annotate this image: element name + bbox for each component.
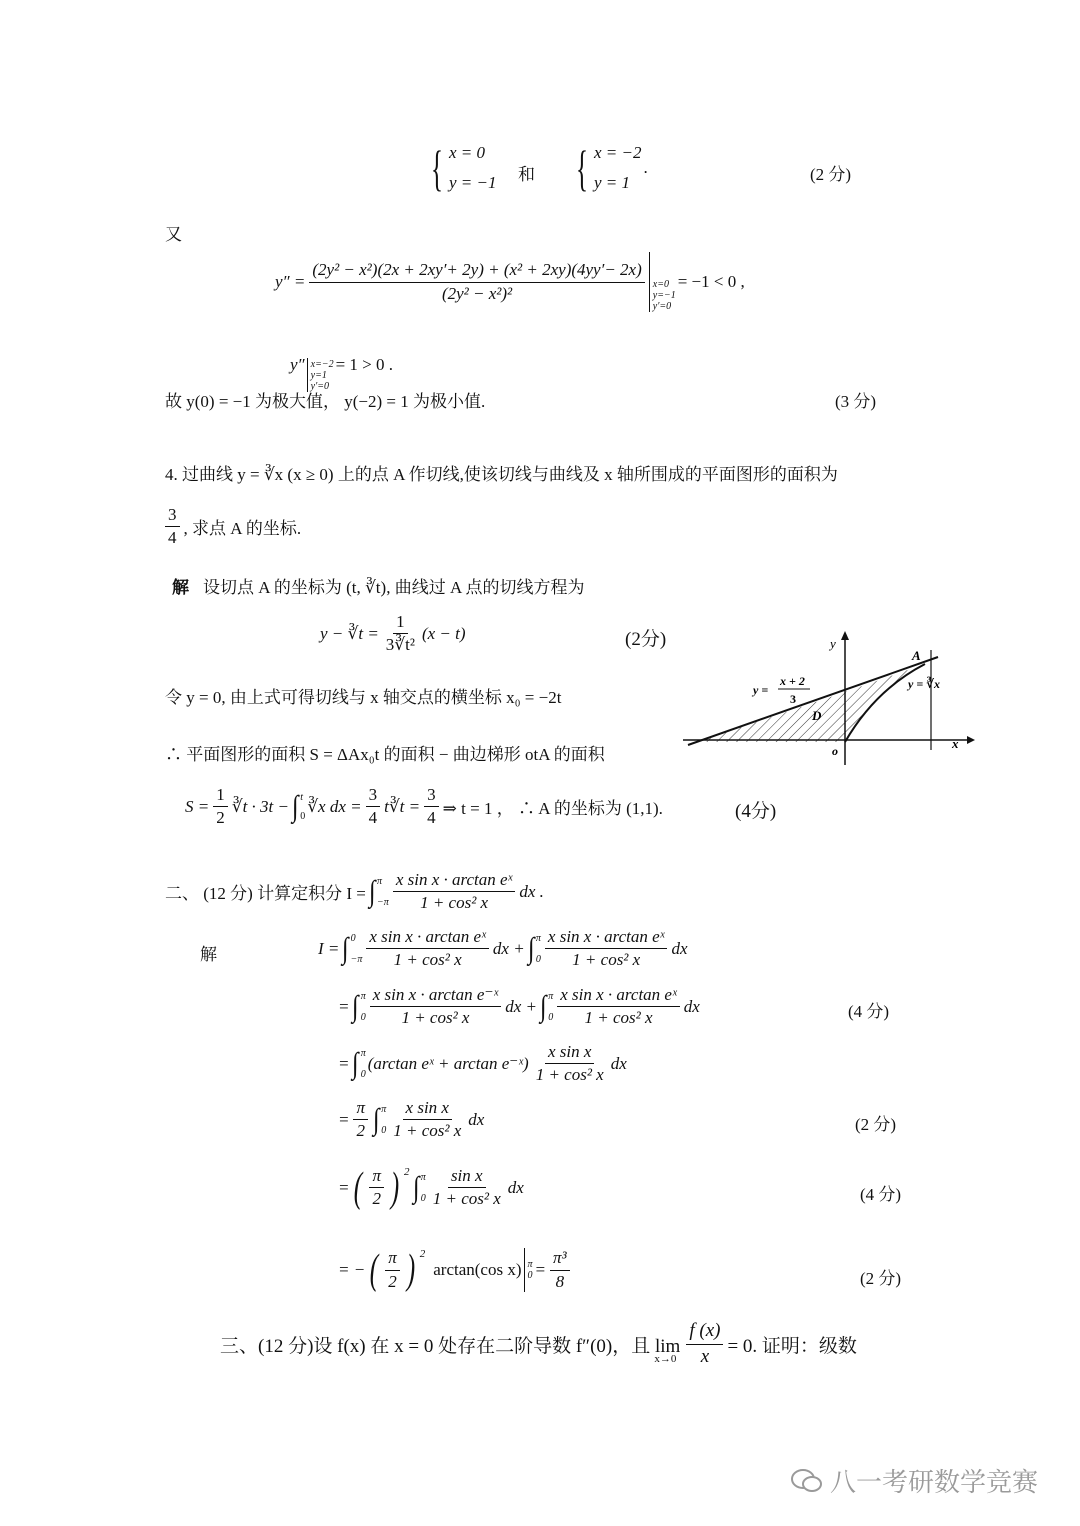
denominator: 4	[168, 528, 177, 548]
let-y-zero: 令 y = 0, 由上式可得切线与 x 轴交点的横坐标 x₀ = −2t	[165, 688, 562, 707]
lower-limit: 0	[360, 1068, 366, 1080]
integral-sign: ∫ π 0	[539, 989, 554, 1023]
solution-label: 解	[200, 945, 217, 964]
numerator: π	[385, 1248, 400, 1270]
numerator: x sin x · arctan eˣ	[545, 927, 668, 949]
score: (3 分)	[835, 392, 877, 411]
upper-limit: π	[381, 1103, 387, 1115]
equals: =	[534, 1260, 546, 1279]
text: 三、(12 分)设 f(x) 在 x = 0 处存在二阶导数 f″(0)，且 lim	[220, 1335, 681, 1357]
rhs: (x − t)	[421, 623, 466, 643]
lower-limit: 0	[535, 953, 541, 965]
upper-limit: π	[535, 932, 541, 944]
denominator: 2	[356, 1121, 365, 1141]
lower-limit: 0	[420, 1192, 426, 1204]
denominator: 2	[372, 1189, 381, 1209]
denominator: 1 + cos² x	[393, 1121, 462, 1141]
numerator: 3	[366, 785, 381, 807]
denominator: 1 + cos² x	[535, 1065, 604, 1085]
question-2	[165, 870, 544, 914]
cond: x=−2	[310, 359, 334, 370]
region-label: D	[812, 708, 822, 723]
lhs: y″ =	[275, 272, 306, 291]
tangent-area-figure	[670, 620, 980, 770]
numerator: f (x)	[686, 1320, 723, 1345]
integrand: ∛x dx =	[307, 796, 362, 816]
term: dx	[468, 1109, 485, 1129]
cond: y=1	[310, 370, 327, 381]
lhs: =	[338, 1177, 350, 1197]
numerator: (2y² − x²)(2x + 2xy′+ 2y) + (x² + 2xy)(4yy′− 2x)	[309, 260, 644, 282]
lhs: =	[338, 996, 350, 1016]
solution-2-line-1	[318, 927, 688, 971]
period: .	[643, 158, 648, 177]
numerator: 1	[213, 785, 228, 807]
integral-sign: ∫ 0 −π	[342, 931, 363, 965]
solution-cases-1: { x = 0 y = −1	[431, 140, 497, 196]
denominator: 1 + cos² x	[572, 950, 641, 970]
upper-limit: π	[360, 990, 366, 1002]
numerator: π³	[550, 1248, 570, 1270]
numerator: x sin x · arctan eˣ	[393, 870, 516, 892]
upper-limit: π	[527, 1259, 533, 1270]
conclusion: 故 y(0) = −1 为极大值， y(−2) = 1 为极小值.	[165, 392, 486, 411]
numerator: 3	[165, 505, 180, 527]
term: dx +	[505, 996, 537, 1016]
exponent: 2	[419, 1248, 426, 1260]
watermark-text: 八一考研数学竞赛	[830, 1468, 1039, 1498]
lhs: y − ∛t =	[320, 623, 379, 643]
question-3	[220, 1320, 857, 1369]
integral-sign: ∫ π 0	[352, 989, 366, 1023]
line-label-denominator: 3	[790, 692, 796, 706]
integral-sign: ∫ π −π	[368, 874, 389, 908]
lower-limit: 0	[360, 1011, 366, 1023]
term: dx	[610, 1053, 627, 1073]
term: t∛t =	[384, 796, 421, 816]
line-label: y =	[753, 683, 769, 697]
integral-sign: ∫ t 0	[291, 789, 306, 823]
denominator: 2	[216, 808, 225, 828]
case-y: y = 1	[594, 173, 631, 192]
upper-limit: π	[548, 990, 554, 1002]
integral-sign: ∫ π 0	[372, 1102, 387, 1136]
lhs: =	[338, 1109, 350, 1129]
upper-limit: π	[360, 1047, 366, 1059]
result: ⇒ t = 1 ， ∴ A 的坐标为 (1,1).	[442, 799, 663, 819]
area-computation	[185, 785, 663, 829]
question-4-cont	[163, 505, 301, 549]
score: (2 分)	[855, 1115, 897, 1134]
numerator: x sin x	[545, 1042, 594, 1064]
solution-4-intro	[172, 573, 585, 598]
lower-limit: 0	[381, 1124, 387, 1136]
denominator: 1 + cos² x	[432, 1189, 501, 1209]
term: arctan(cos x)	[433, 1260, 522, 1279]
numerator: x sin x · arctan eˣ	[557, 985, 680, 1007]
integral-sign: ∫ π 0	[527, 931, 541, 965]
denominator: 2	[388, 1271, 397, 1291]
wechat-icon	[790, 1467, 824, 1495]
text: 设切点 A 的坐标为 (t, ∛t), 曲线过 A 点的切线方程为	[203, 578, 585, 597]
denominator: x	[700, 1345, 710, 1367]
lower-limit: 0	[300, 810, 306, 822]
term: dx	[671, 938, 688, 958]
text: 二、 (12 分) 计算定积分 I =	[165, 884, 366, 904]
denominator: 4	[427, 808, 436, 828]
solution-2-line-6: = − ( $\frac{\pi}{2}$ ) $^2$ arctan(cos x) π 0 = $\frac{\text{π³}}{8}$	[338, 1248, 572, 1292]
denominator: 1 + cos² x	[584, 1008, 653, 1028]
solution-2-line-5: = ( $\frac{\pi}{2}$ ) $^2$ ∫ π 0 $\frac{\text{sin x}}{\text{1 + cos² x}}$ dx	[338, 1164, 524, 1211]
solution-cases-2: { x = −2 y = 1 .	[576, 140, 648, 196]
lhs: =	[338, 1053, 350, 1073]
lower-limit: −π	[377, 896, 389, 908]
cond: x=0	[652, 279, 669, 290]
term: dx	[507, 1177, 524, 1197]
denominator: 1 + cos² x	[393, 950, 462, 970]
denominator: 1 + cos² x	[401, 1008, 470, 1028]
score: (2分)	[625, 629, 667, 650]
rhs: = −1 < 0 ,	[677, 272, 745, 291]
integral-sign: ∫ π 0	[412, 1170, 426, 1204]
lhs: I =	[318, 938, 340, 958]
y-axis-arrow-icon	[841, 631, 849, 640]
term: (arctan eˣ + arctan e⁻ˣ)	[367, 1053, 529, 1073]
cond: y′=0	[310, 381, 330, 392]
score: (2 分)	[810, 165, 852, 184]
numerator: x sin x · arctan e⁻ˣ	[370, 985, 502, 1007]
lower-limit: 0	[548, 1011, 554, 1023]
term: dx	[683, 996, 700, 1016]
lhs: S =	[185, 796, 210, 816]
point-a-label: A	[912, 648, 921, 663]
area-statement: ∴ 平面图形的面积 S = ΔAx₀t 的面积 − 曲边梯形 otA 的面积	[165, 745, 605, 764]
lower-limit: 0	[527, 1270, 533, 1281]
upper-limit: π	[377, 875, 383, 887]
second-derivative-eq-2	[290, 338, 393, 392]
case-x: x = −2	[594, 143, 642, 162]
solution-label: 解	[172, 578, 189, 597]
numerator: x sin x · arctan eˣ	[366, 927, 489, 949]
score: (4 分)	[860, 1185, 902, 1204]
upper-limit: t	[300, 791, 303, 803]
case-y: y = −1	[449, 173, 497, 192]
tangent-equation	[320, 612, 466, 656]
case-x: x = 0	[449, 143, 486, 162]
tail: dx .	[519, 881, 544, 901]
numerator: π	[353, 1098, 368, 1120]
integral-sign: ∫ π 0	[352, 1046, 366, 1080]
limit-subscript: x→0	[654, 1353, 677, 1366]
lhs: = −	[338, 1260, 366, 1279]
x-axis-label: x	[952, 736, 959, 751]
denominator: (2y² − x²)²	[441, 283, 513, 303]
line-label-numerator: x + 2	[780, 674, 805, 688]
rhs: = 1 > 0 .	[335, 355, 394, 374]
term: dx +	[492, 938, 525, 958]
upper-limit: 0	[350, 932, 356, 944]
tail: = 0. 证明：级数	[727, 1335, 857, 1357]
score: (4 分)	[848, 1002, 890, 1021]
solution-2-line-3	[338, 1042, 627, 1086]
denominator: 3∛t²	[385, 635, 415, 655]
lhs: y″	[290, 355, 305, 374]
denominator: 8	[555, 1271, 565, 1291]
question-4: 4. 过曲线 y = ∛x (x ≥ 0) 上的点 A 作切线,使该切线与曲线及 x 轴所围成的平面图形的面积为	[165, 465, 838, 484]
numerator: x sin x	[403, 1098, 452, 1120]
numerator: π	[369, 1166, 384, 1188]
second-derivative-eq	[275, 252, 745, 312]
denominator: 4	[368, 808, 378, 828]
curve-label: y = ∛x	[908, 677, 941, 691]
again-label: 又	[165, 225, 182, 244]
origin-label: o	[832, 744, 838, 758]
score: (2 分)	[860, 1269, 902, 1288]
exponent: 2	[404, 1166, 410, 1178]
x-axis-arrow-icon	[967, 736, 975, 744]
lower-limit: −π	[350, 953, 363, 965]
text: , 求点 A 的坐标.	[183, 519, 302, 539]
score: (4分)	[735, 801, 777, 822]
numerator: sin x	[448, 1166, 486, 1188]
y-axis-label: y	[830, 636, 836, 651]
numerator: 3	[424, 785, 439, 807]
cond: y′=0	[652, 301, 672, 312]
cond: y=−1	[652, 290, 676, 301]
term: ∛t · 3t −	[231, 796, 289, 816]
and-label: 和	[518, 165, 535, 184]
denominator: 1 + cos² x	[420, 893, 489, 913]
watermark	[790, 1462, 1038, 1499]
solution-2-line-4	[338, 1098, 484, 1142]
solution-2-line-2	[338, 985, 700, 1029]
numerator: 1	[393, 612, 408, 634]
upper-limit: π	[420, 1171, 426, 1183]
